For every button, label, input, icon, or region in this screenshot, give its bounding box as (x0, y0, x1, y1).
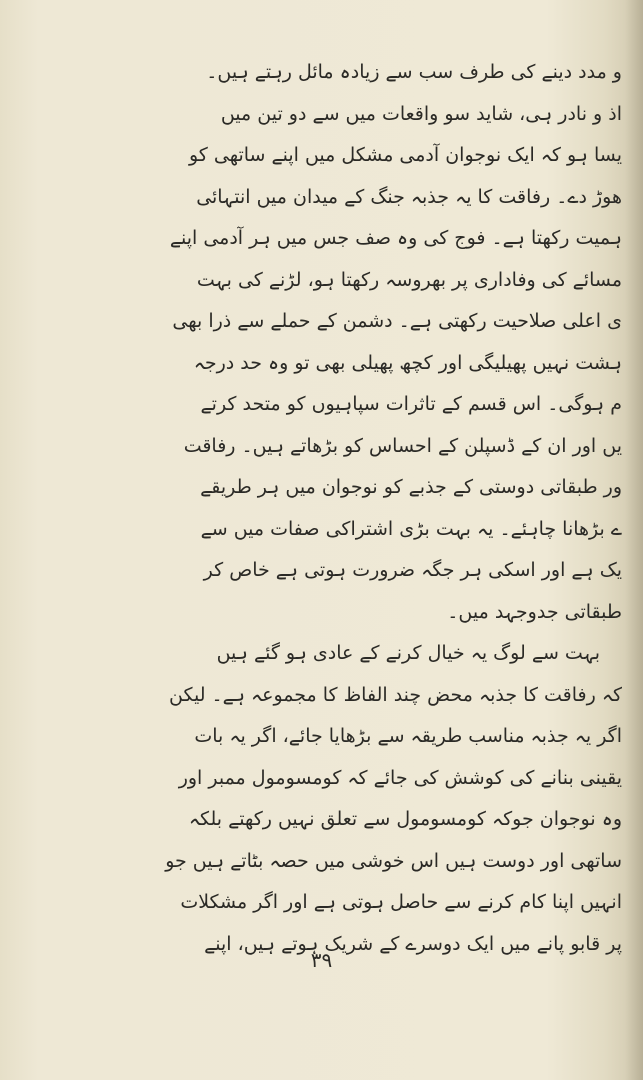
text-line: اگر یہ جذبہ مناسب طریقہ سے بڑھایا جائے، اگر یہ بات (194, 725, 622, 747)
text-line: ے بڑھانا چاہئے۔ یہ بہت بڑی اشتراکی صفات میں سے (200, 517, 622, 540)
text-line: یسا ہو کہ ایک نوجوان آدمی مشکل میں اپنے ساتھی کو (188, 144, 622, 166)
text-line: ور طبقاتی دوستی کے جذبے کو نوجوان میں ہر طریقے (200, 476, 622, 498)
page-number: ۳۹ (310, 948, 333, 972)
text-line: یقینی بنانے کی کوشش کی جائے کہ کومسومول ممبر اور (178, 766, 622, 789)
text-line: ہمیت رکھتا ہے۔ فوج کی وہ صف جس میں ہر آدمی اپنے (169, 227, 622, 249)
text-line: ساتھی اور دوست ہیں اس خوشی میں حصہ بٹاتے ہیں جو (165, 849, 622, 872)
text-line: م ہوگی۔ اس قسم کے تاثرات سپاہیوں کو متحد کرتے (200, 393, 622, 415)
text-line: طبقاتی جدوجہد میں۔ (447, 600, 622, 623)
text-line: وہ نوجوان جوکہ کومسومول سے تعلق نہیں رکھتے بلکہ (188, 808, 622, 830)
text-line: ھوڑ دے۔ رفاقت کا یہ جذبہ جنگ کے میدان میں انتہائی (196, 185, 622, 208)
text-line: مسائے کی وفاداری پر بھروسہ رکھتا ہو، لڑنے کی بہت (196, 268, 622, 291)
text-line: کہ رفاقت کا جذبہ محض چند الفاظ کا مجموعہ ہے۔ لیکن (169, 683, 622, 706)
text-line: انہیں اپنا کام کرنے سے حاصل ہوتی ہے اور اگر مشکلات (180, 891, 622, 913)
page-binding-shadow (625, 0, 643, 1080)
text-line: و مدد دینے کی طرف سب سے زیادہ مائل رہتے ہیں۔ (206, 61, 622, 83)
text-line: اذ و نادر ہی، شاید سو واقعات میں سے دو تین میں (220, 102, 622, 125)
text-line: یک ہے اور اسکی ہر جگہ ضرورت ہوتی ہے خاص کر (203, 559, 622, 581)
paragraph-start-line: بہت سے لوگ یہ خیال کرنے کے عادی ہو گئے ہیں (216, 642, 600, 664)
text-line: ہشت نہیں پھیلیگی اور کچھ پھیلی بھی تو وہ حد درجہ (193, 351, 622, 374)
body-text (62, 52, 622, 965)
text-line: ی اعلی صلاحیت رکھتی ہے۔ دشمن کے حملے سے ذرا بھی (172, 310, 622, 332)
text-line: پر قابو پانے میں ایک دوسرے کے شریک ہوتے ہیں، اپنے (204, 932, 622, 955)
text-line: یں اور ان کے ڈسپلن کے احساس کو بڑھاتے ہیں۔ رفاقت (183, 434, 622, 457)
